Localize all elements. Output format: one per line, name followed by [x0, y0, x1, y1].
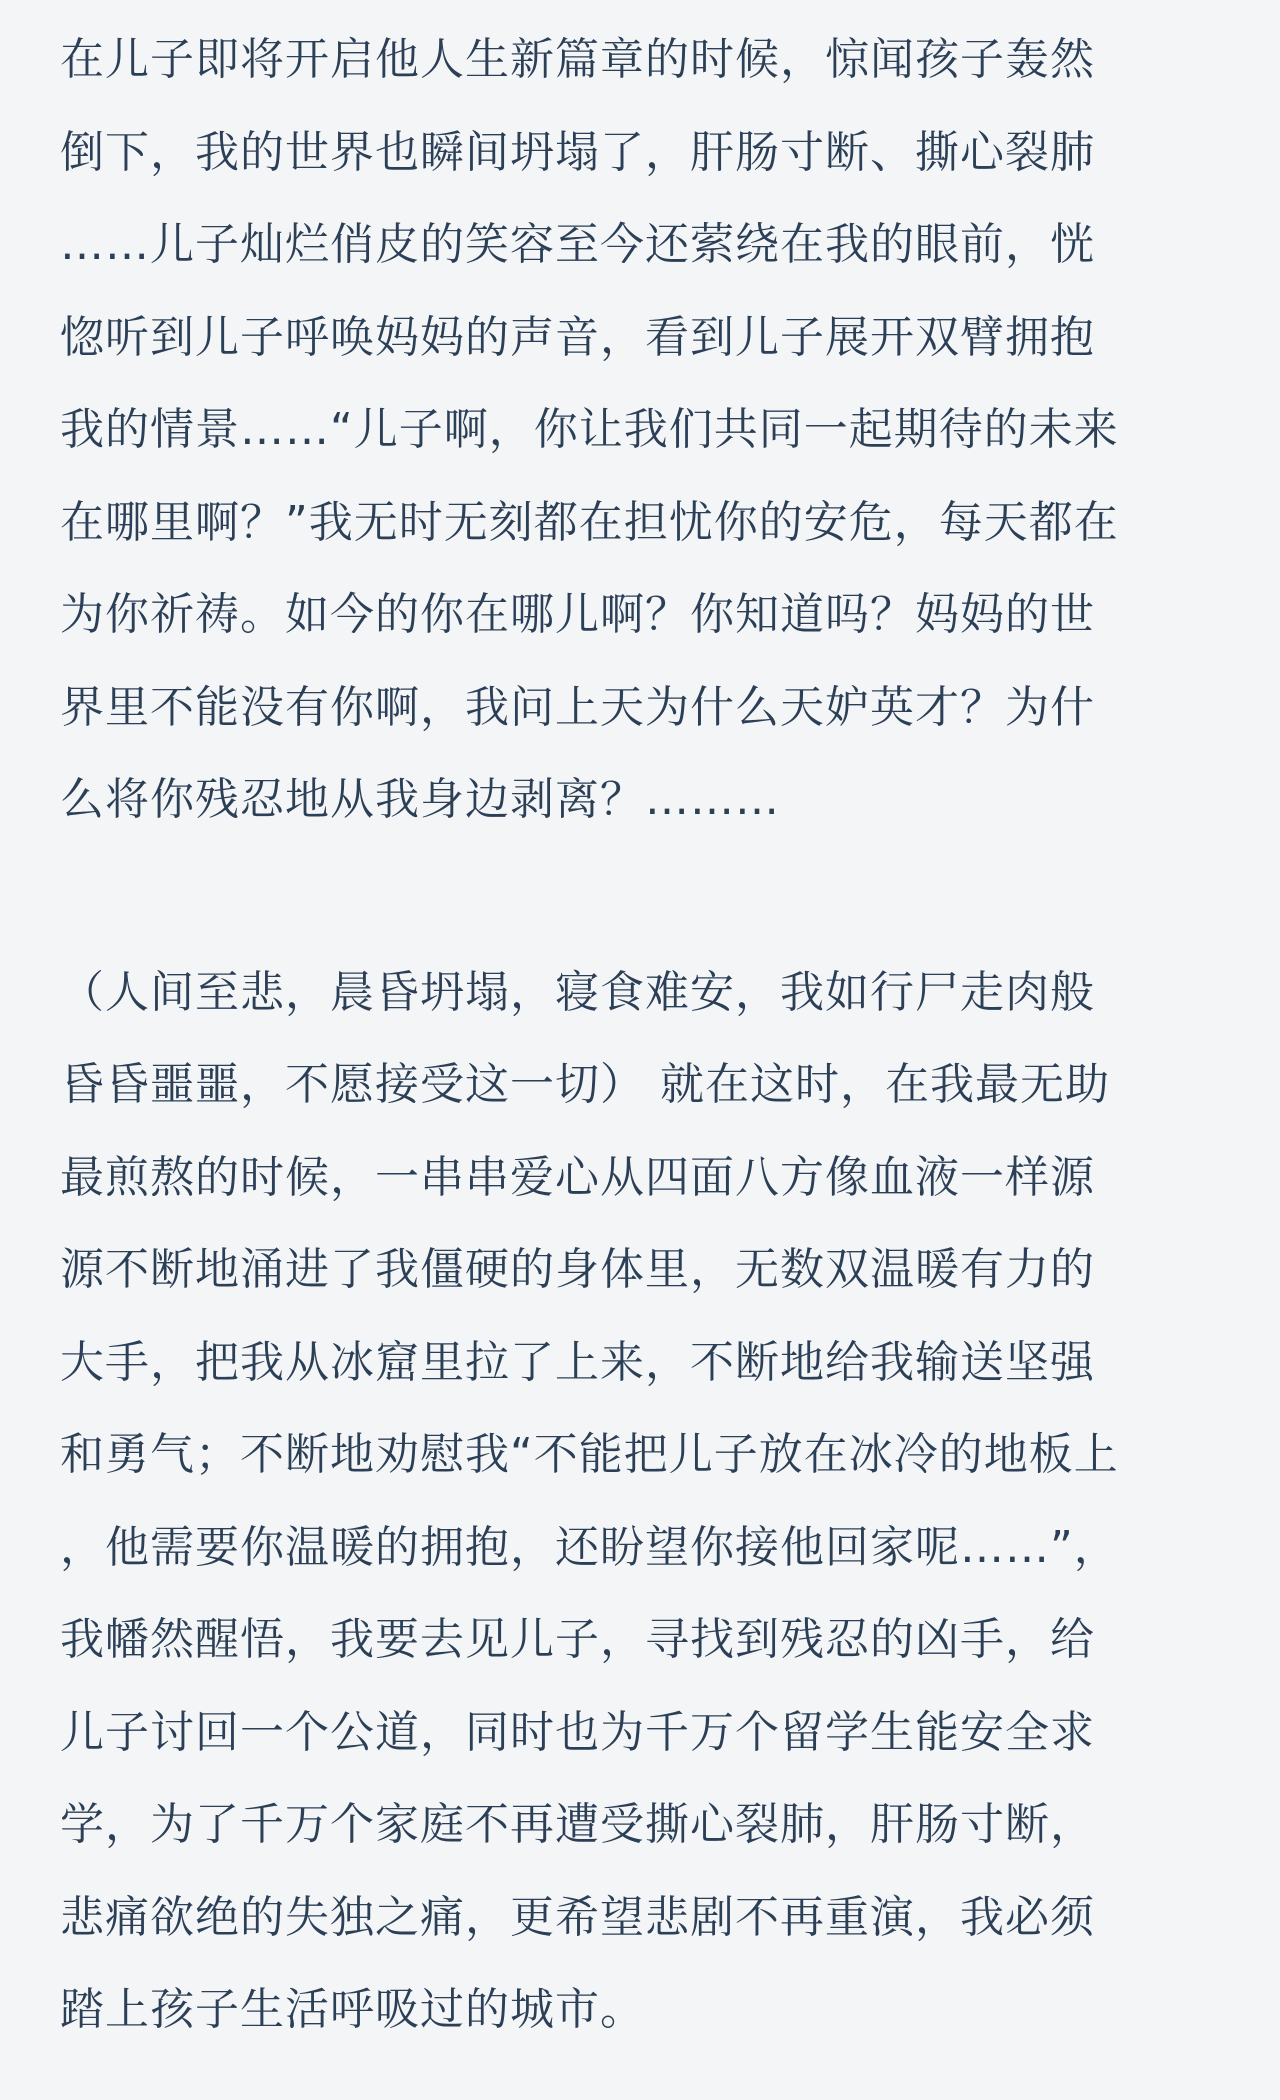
text-line: 最煎熬的时候，一串串爱心从四面八方像血液一样源: [60, 1151, 1095, 1203]
text-line: 惚听到儿子呼唤妈妈的声音，看到儿子展开双臂拥抱: [60, 311, 1095, 363]
paragraph-1: [60, 14, 1180, 847]
text-line: 在哪里啊？”我无时无刻都在担忧你的安危，每天都在: [60, 496, 1119, 548]
paragraph-2: [60, 947, 1180, 2057]
text-line: 在儿子即将开启他人生新篇章的时候，惊闻孩子轰然: [60, 34, 1095, 85]
text-line: 我幡然醒悟，我要去见儿子，寻找到残忍的凶手，给: [60, 1614, 1095, 1665]
text-line: 我的情景……“儿子啊，你让我们共同一起期待的未来: [60, 404, 1119, 455]
text-line: 昏昏噩噩，不愿接受这一切） 就在这时，在我最无助: [60, 1059, 1110, 1110]
text-line: 踏上孩子生活呼吸过的城市。: [60, 1984, 645, 2035]
text-line: 源不断地涌进了我僵硬的身体里，无数双温暖有力的: [60, 1244, 1095, 1295]
text-line: ……儿子灿烂俏皮的笑容至今还萦绕在我的眼前，恍: [60, 219, 1095, 270]
text-line: 悲痛欲绝的失独之痛，更希望悲剧不再重演，我必须: [60, 1891, 1095, 1943]
text-line: 为你祈祷。如今的你在哪儿啊？你知道吗？妈妈的世: [60, 589, 1095, 640]
text-line: 么将你残忍地从我身边剥离？………: [60, 774, 780, 825]
text-line: 学，为了千万个家庭不再遭受撕心裂肺，肝肠寸断，: [60, 1799, 1095, 1850]
text-line: 和勇气；不断地劝慰我“不能把儿子放在冰冷的地板上: [60, 1429, 1119, 1480]
text-line: 界里不能没有你啊，我问上天为什么天妒英才？为什: [60, 681, 1095, 733]
paragraph-spacer: [60, 847, 1180, 947]
text-line: （人间至悲，晨昏坍塌，寝食难安，我如行尸走肉般: [60, 966, 1095, 1018]
text-line: 大手，把我从冰窟里拉了上来，不断地给我输送坚强: [60, 1336, 1095, 1388]
text-line: 倒下，我的世界也瞬间坍塌了，肝肠寸断、撕心裂肺: [60, 126, 1095, 178]
text-line: 儿子讨回一个公道，同时也为千万个留学生能安全求: [60, 1706, 1095, 1758]
article-body: [60, 14, 1180, 2057]
text-line: ，他需要你温暖的拥抱，还盼望你接他回家呢……”，: [60, 1521, 1119, 1573]
